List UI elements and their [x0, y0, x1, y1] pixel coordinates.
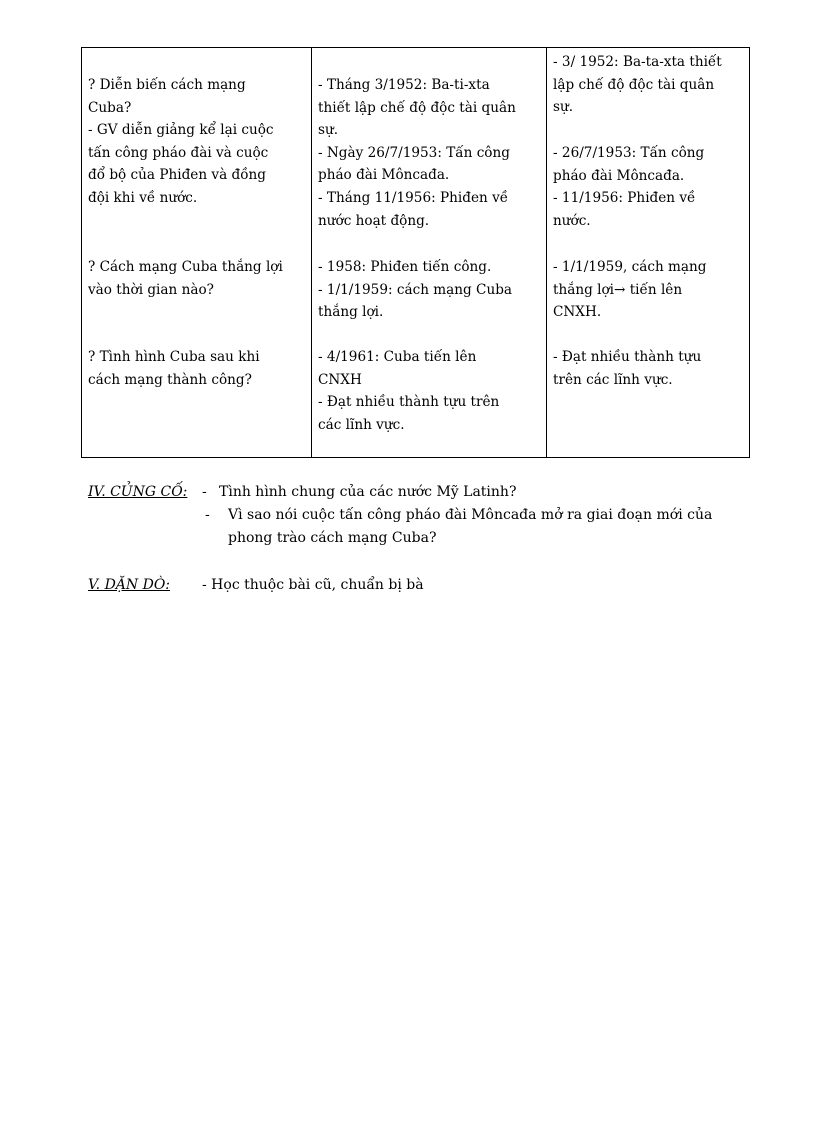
homework-item: - Học thuộc bài cũ, chuẩn bị bà	[202, 577, 424, 593]
text-line: nước hoạt động.	[318, 212, 430, 229]
teacher-activity-cell	[82, 48, 312, 458]
consolidation-item: Tình hình chung của các nước Mỹ Latinh?	[219, 484, 517, 500]
text-line: - Tháng 11/1956: Phiđen về	[318, 189, 509, 206]
text-line: ? Tình hình Cuba sau khi	[88, 349, 260, 365]
text-line: trên các lĩnh vực.	[553, 371, 673, 388]
answer-after-revolution	[318, 346, 539, 436]
text-line: sự.	[318, 122, 339, 139]
text-line: CNXH.	[553, 304, 602, 321]
text-line: - 1/1/1959: cách mạng Cuba	[318, 281, 513, 298]
text-line: vào thời gian nào?	[88, 281, 214, 298]
text-line: Cuba?	[88, 99, 132, 116]
student-activity-cell	[312, 48, 547, 458]
text-line: đổ bộ của Phiđen và đồng	[88, 167, 266, 184]
text-line: CNXH	[318, 371, 362, 388]
text-line: tấn công pháo đài và cuộc	[88, 144, 269, 161]
consolidation-heading: IV. CỦNG CỐ:	[88, 484, 188, 500]
text-line: - 1/1/1959, cách mạng	[553, 259, 707, 275]
text-line: pháo đài Môncađa.	[318, 167, 450, 184]
bullet-dash: -	[205, 507, 210, 523]
table-row	[82, 48, 750, 458]
text-line: - Đạt nhiều thành tựu	[553, 349, 702, 365]
text-line: sự.	[553, 99, 574, 116]
text-line: pháo đài Môncađa.	[553, 167, 685, 184]
text-line: thiết lập chế độ độc tài quân	[318, 99, 516, 116]
text-line: - 11/1956: Phiđen về	[553, 190, 696, 207]
content-revolution-progress	[553, 51, 742, 119]
text-line: các lĩnh vực.	[318, 416, 405, 433]
lesson-table	[81, 47, 750, 458]
homework-section	[88, 574, 752, 597]
text-line: ? Diễn biến cách mạng	[88, 77, 246, 93]
text-line: - 1958: Phiđen tiến công.	[318, 259, 492, 275]
homework-heading: V. DẶN DÒ:	[88, 577, 171, 593]
content-attack-and-return	[553, 142, 742, 232]
text-line: ? Cách mạng Cuba thắng lợi	[88, 259, 283, 275]
text-line: - 26/7/1953: Tấn công	[553, 145, 705, 161]
answer-victory-date	[318, 256, 539, 324]
text-line: thắng lợi→ tiến lên	[553, 281, 683, 298]
question-victory-date	[88, 256, 305, 301]
question-revolution-progress	[88, 74, 305, 210]
text-line: nước.	[553, 212, 591, 229]
consolidation-item: Vì sao nói cuộc tấn công pháo đài Môncađa mở ra giai đoạn mới của phong trào cách mạng Cuba?	[228, 507, 713, 546]
text-line: - Đạt nhiều thành tựu trên	[318, 394, 500, 411]
text-line: - Tháng 3/1952: Ba-ti-xta	[318, 77, 490, 93]
text-line: - 4/1961: Cuba tiến lên	[318, 349, 477, 365]
consolidation-section	[88, 481, 752, 550]
text-line: đội khi về nước.	[88, 189, 198, 206]
text-line: cách mạng thành công?	[88, 371, 252, 388]
content-after-revolution	[553, 346, 742, 391]
lesson-content-cell	[547, 48, 750, 458]
text-line: - Ngày 26/7/1953: Tấn công	[318, 144, 510, 161]
text-line: lập chế độ độc tài quân	[553, 76, 715, 93]
text-line: thắng lợi.	[318, 304, 384, 321]
content-victory-date	[553, 256, 742, 324]
question-after-revolution	[88, 346, 305, 391]
bullet-dash: -	[202, 484, 207, 500]
text-line: - GV diễn giảng kể lại cuộc	[88, 122, 274, 139]
answer-revolution-progress	[318, 74, 539, 232]
text-line: - 3/ 1952: Ba-ta-xta thiết	[553, 54, 722, 70]
